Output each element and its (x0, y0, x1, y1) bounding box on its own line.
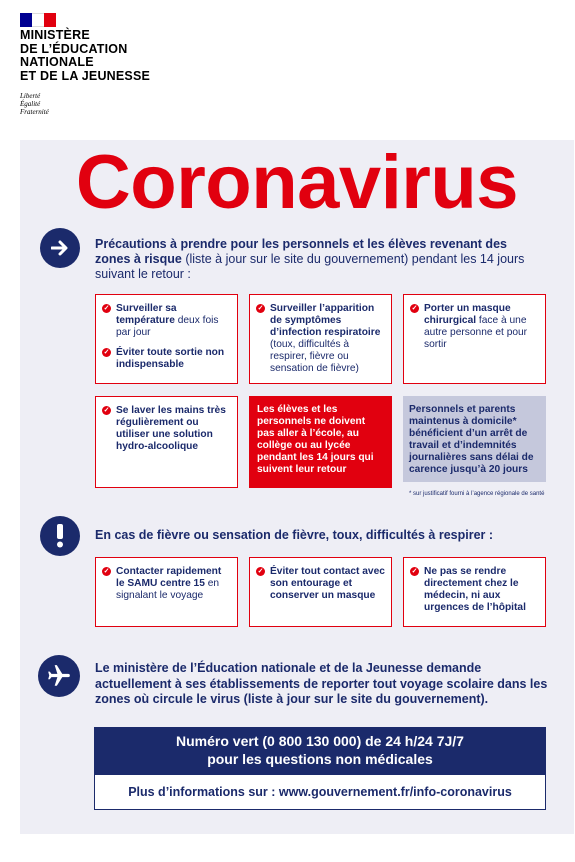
symptom-item (102, 566, 231, 602)
item-rest: (toux, difficultés à respirer, fièvre ou sensation de fièvre) (270, 339, 359, 374)
check-icon: ✓ (257, 568, 264, 575)
info-link-box: Plus d’informations sur : www.gouvernement.fr/info-coronavirus (94, 774, 546, 810)
airplane-icon (38, 655, 80, 697)
poster-title: Coronavirus (75, 140, 519, 225)
precaution-box-symptoms (249, 294, 392, 384)
precaution-item (102, 303, 231, 339)
hotline-line2: pour les questions non médicales (207, 751, 433, 767)
hotline-banner (94, 727, 546, 774)
ministry-line: DE L’ÉDUCATION (20, 41, 128, 56)
section2-intro-text: En cas de fièvre ou sensation de fièvre, toux, difficultés à respirer : (95, 528, 494, 542)
travel-notice: Le ministère de l’Éducation nationale et de la Jeunesse demande actuellement à ses établissements de reporter tout voyage scolaire dans les zones où circule le virus (liste à jour sur le site du gouvernement). (95, 661, 548, 706)
check-icon: ✓ (103, 305, 110, 312)
item-bold: Surveiller sa température (116, 303, 177, 326)
school-exclusion-box: Les élèves et les personnels ne doivent pas aller à l’école, au collège ou au lycée pendant les 14 jours qui suivent leur retour (249, 396, 392, 488)
item-rest: en signalant le voyage (116, 578, 220, 601)
item-rest: deux fois par jour (116, 315, 219, 338)
symptom-box-samu (95, 557, 238, 627)
check-icon: ✓ (411, 305, 418, 312)
section1-intro (95, 237, 535, 282)
check-icon: ✓ (103, 349, 110, 356)
symptom-box-doctor (403, 557, 546, 627)
check-icon: ✓ (411, 568, 418, 575)
item-bold: Éviter tout contact avec son entourage et conserver un masque (270, 566, 385, 601)
ministry-line: MINISTÈRE (20, 28, 90, 42)
item-bold: Éviter toute sortie non indispensable (116, 347, 225, 370)
check-icon: ✓ (103, 568, 110, 575)
symptom-item (256, 566, 385, 602)
section2-intro (95, 528, 545, 543)
section1-intro-bold: Précautions à prendre pour les personnels et les élèves revenant des zones à risque (95, 237, 507, 266)
item-rest: face à une autre personne et pour sortir (424, 315, 528, 350)
motto (20, 92, 49, 116)
precaution-box-temperature (95, 294, 238, 384)
motto-line: Fraternité (20, 108, 49, 116)
ministry-line: NATIONALE (20, 55, 94, 69)
item-bold: Surveiller l’apparition de symptômes d’infection respiratoire (270, 303, 381, 338)
hotline-line1: Numéro vert (0 800 130 000) de 24 h/24 7J/7 (176, 733, 464, 749)
item-bold: Ne pas se rendre directement chez le médecin, ni aux urgences de l’hôpital (424, 566, 526, 613)
symptom-box-contact (249, 557, 392, 627)
footnote: * sur justificatif fourni à l’agence régionale de santé (409, 491, 545, 497)
item-bold: Contacter rapidement le SAMU centre 15 (116, 566, 222, 589)
precaution-box-handwash (95, 396, 238, 488)
motto-line: Liberté (20, 92, 41, 100)
symptom-item (410, 566, 539, 614)
check-icon: ✓ (257, 305, 264, 312)
ministry-line: ET DE LA JEUNESSE (20, 68, 151, 83)
sick-leave-box: Personnels et parents maintenus à domicile* bénéficient d’un arrêt de travail et d’indemnités journalières sans délai de carence jusqu’à 20 jours (403, 396, 546, 482)
exclamation-icon (40, 516, 80, 556)
precaution-item (102, 405, 231, 453)
check-icon: ✓ (103, 407, 110, 414)
precaution-item (410, 303, 539, 351)
motto-line: Égalité (20, 100, 41, 108)
precaution-box-mask (403, 294, 546, 384)
republic-flag-logo (20, 13, 56, 27)
arrow-right-icon (40, 228, 80, 268)
item-bold: Se laver les mains très régulièrement ou utiliser une solution hydro-alcoolique (116, 405, 226, 452)
precaution-item (102, 347, 231, 371)
section1-intro-rest: (liste à jour sur le site du gouvernement) pendant les 14 jours suivant le retour : (95, 252, 525, 281)
precaution-item (256, 303, 385, 375)
item-bold: Porter un masque chirurgical (424, 303, 511, 326)
ministry-name (20, 29, 150, 83)
